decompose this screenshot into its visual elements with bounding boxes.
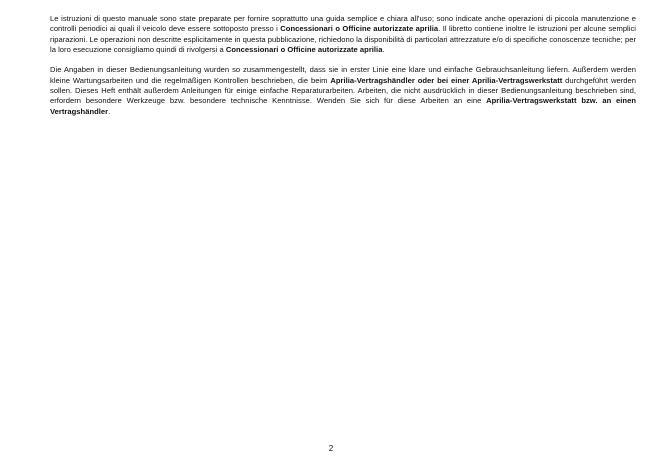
text-segment: . [382, 44, 385, 54]
bold-text-segment: Concessionari o Officine autorizzate aprilia [280, 24, 439, 34]
page-number: 2 [328, 444, 334, 453]
text-segment: Die Angaben in dieser Bedienungsanleitung wurden so zusammengestellt, dass sie in erster Linie eine klare und einfache Gebrauchsanleitung liefern. Außerdem werden kleine Wartungsarbeiten und die regelmäßigen Kontrollen beschrieben, die beim [50, 65, 636, 85]
text-segment: durchgeführt werden sollen. Dieses Heft enthält außerdem Anleitungen für einige einfache Reparaturarbeiten. Arbeiten, die nicht ausdrücklich in dieser Bedienungsanleitung beschrieben sind, erfordern besondere Werkzeuge bzw. besondere technische Kenntnisse. Wenden Sie sich für diese Arbeiten an eine [50, 75, 636, 106]
text-segment: . Il libretto contiene inoltre le istruzioni per alcune semplici riparazioni. Le operazioni non descritte esplicitamente in questa pubblicazione, richiedono la disponibilità di particolari attrezzature e/o di specifiche conoscenze tecniche; per la loro esecuzione consigliamo quindi di rivolgersi a [50, 24, 636, 54]
bold-text-segment: Aprilia-Vertragswerkstatt bzw. an einen Vertragshändler [50, 96, 636, 116]
bold-text-segment: Aprilia-Vertragshändler oder bei einer Aprilia-Vertragswerkstatt [330, 75, 563, 85]
paragraph-german [50, 65, 636, 116]
bold-text-segment: Concessionari o Officine autorizzate aprilia [225, 44, 383, 54]
text-segment: . [108, 106, 111, 116]
page-content [50, 14, 636, 117]
text-segment: Le istruzioni di questo manuale sono state preparate per fornire soprattutto una guida semplice e chiara all'uso; sono indicate anche operazioni di piccola manutenzione e controlli periodici ai quali il veicolo deve essere sottoposto presso i [50, 14, 636, 34]
paragraph-italian [50, 14, 636, 55]
